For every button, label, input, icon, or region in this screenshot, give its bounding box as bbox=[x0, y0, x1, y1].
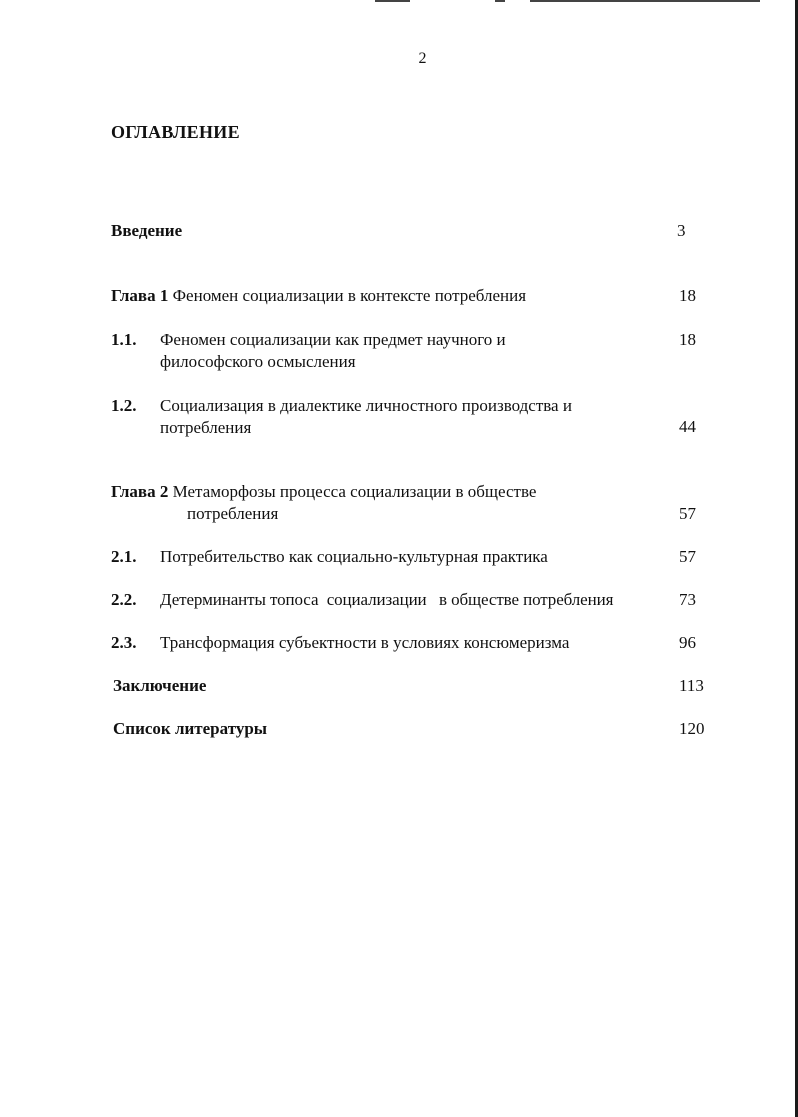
chapter-label: Глава 2 bbox=[111, 482, 169, 501]
toc-entry-page: 113 bbox=[679, 676, 704, 695]
toc-entry-page: 120 bbox=[679, 719, 705, 738]
toc-entry-title-line1: Феномен социализации как предмет научного и bbox=[160, 330, 506, 349]
toc-entry-page: 44 bbox=[679, 417, 696, 436]
section-number: 2.1. bbox=[111, 547, 137, 566]
scan-edge-top bbox=[375, 0, 410, 2]
chapter-label: Глава 1 bbox=[111, 286, 169, 305]
toc-entry-title-line2: потребления bbox=[160, 418, 252, 437]
toc-entry-page: 18 bbox=[679, 286, 696, 305]
section-number: 2.3. bbox=[111, 633, 137, 652]
toc-entry-title: Феномен социализации в контексте потребления bbox=[172, 286, 527, 305]
scan-edge-top bbox=[495, 0, 505, 2]
section-number: 1.2. bbox=[111, 396, 137, 415]
section-number: 2.2. bbox=[111, 590, 137, 609]
toc-entry-title-line2: потребления bbox=[187, 504, 279, 523]
toc-entry-page: 3 bbox=[677, 221, 686, 240]
toc-entry-page: 57 bbox=[679, 504, 696, 523]
toc-entry-title: Введение bbox=[111, 221, 183, 240]
section-number: 1.1. bbox=[111, 330, 137, 349]
page-number: 2 bbox=[418, 50, 427, 67]
toc-entry-title: Детерминанты топоса социализации в обществе потребления bbox=[160, 590, 614, 609]
toc-entry-title: Потребительство как социально-культурная практика bbox=[160, 547, 548, 566]
toc-entry-page: 96 bbox=[679, 633, 696, 652]
toc-entry-page: 57 bbox=[679, 547, 696, 566]
toc-entry-title: Список литературы bbox=[113, 719, 268, 738]
scan-edge-top bbox=[530, 0, 760, 2]
toc-entry-title-line1: Социализация в диалектике личностного производства и bbox=[160, 396, 572, 415]
toc-entry-title-line1: Метаморфозы процесса социализации в обществе bbox=[172, 482, 537, 501]
toc-entry-title-line2: философского осмысления bbox=[160, 352, 356, 371]
toc-entry-title: Заключение bbox=[113, 676, 207, 695]
toc-entry-page: 18 bbox=[679, 330, 696, 349]
toc-entry-page: 73 bbox=[679, 590, 696, 609]
toc-heading: ОГЛАВЛЕНИЕ bbox=[111, 122, 240, 142]
toc-entry-title: Трансформация субъектности в условиях консюмеризма bbox=[160, 633, 570, 652]
